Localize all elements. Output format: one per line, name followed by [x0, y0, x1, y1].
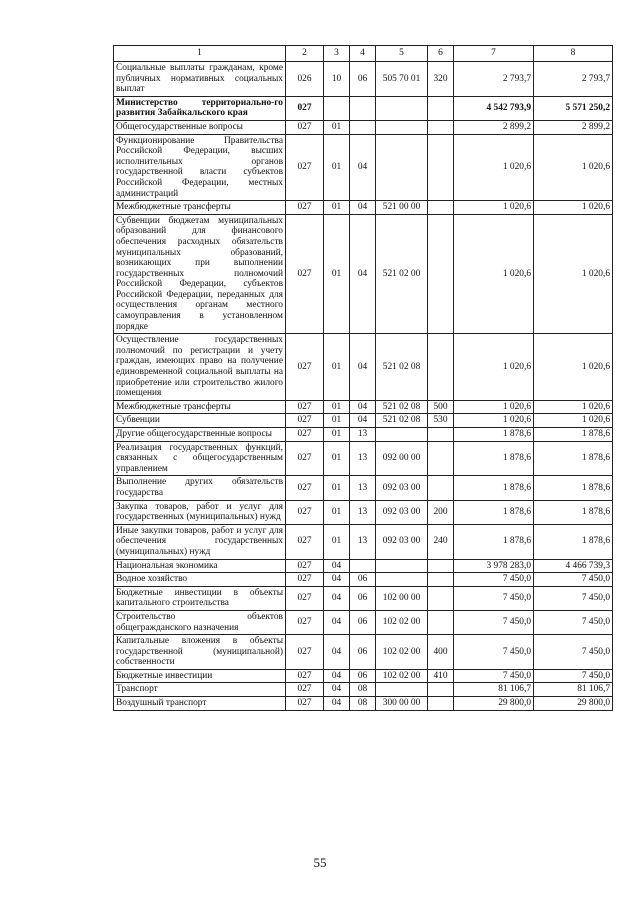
row-name-cell: Бюджетные инвестиции: [114, 669, 286, 683]
row-section-cell: 04: [324, 697, 350, 711]
row-name-cell: Иные закупки товаров, работ и услуг для обеспечения государственных (муниципальных) нужд: [114, 524, 286, 559]
row-subsection-cell: 04: [350, 400, 376, 414]
row-amount-2-cell: 1 878,6: [534, 428, 613, 442]
row-name-cell: Межбюджетные трансферты: [114, 201, 286, 215]
row-name-cell: Капитальные вложения в объекты государственной (муниципальной) собственности: [114, 635, 286, 670]
row-gl-cell: 027: [286, 400, 324, 414]
row-subsection-cell: [350, 559, 376, 573]
page-number: 55: [313, 855, 327, 870]
row-amount-2-cell: 1 020,6: [534, 334, 613, 401]
row-article-cell: 521 02 08: [376, 334, 428, 401]
table-row: [114, 334, 613, 401]
row-amount-1-cell: 1 020,6: [454, 334, 534, 401]
table-row: [114, 62, 613, 97]
row-expense-type-cell: [428, 334, 454, 401]
row-amount-1-cell: 1 020,6: [454, 134, 534, 201]
row-amount-1-cell: 81 106,7: [454, 683, 534, 697]
table-row: [114, 441, 613, 476]
row-section-cell: 01: [324, 414, 350, 428]
row-gl-cell: 027: [286, 610, 324, 634]
row-gl-cell: 027: [286, 559, 324, 573]
row-amount-1-cell: 1 878,6: [454, 476, 534, 500]
col-header-4: 4: [350, 46, 376, 62]
row-amount-1-cell: 1 020,6: [454, 201, 534, 215]
row-amount-1-cell: 3 978 283,0: [454, 559, 534, 573]
row-amount-2-cell: 7 450,0: [534, 669, 613, 683]
row-section-cell: 01: [324, 201, 350, 215]
row-expense-type-cell: [428, 201, 454, 215]
row-subsection-cell: 13: [350, 441, 376, 476]
row-section-cell: 01: [324, 400, 350, 414]
row-section-cell: 01: [324, 120, 350, 134]
row-section-cell: 01: [324, 334, 350, 401]
row-gl-cell: 027: [286, 414, 324, 428]
row-name-cell: Закупка товаров, работ и услуг для государственных (муниципальных) нужд: [114, 500, 286, 524]
row-gl-cell: 027: [286, 428, 324, 442]
row-gl-cell: 027: [286, 697, 324, 711]
row-subsection-cell: 13: [350, 524, 376, 559]
row-expense-type-cell: [428, 428, 454, 442]
table-row: [114, 120, 613, 134]
row-section-cell: 01: [324, 524, 350, 559]
col-header-8: 8: [534, 46, 613, 62]
table-row: [114, 586, 613, 610]
row-expense-type-cell: [428, 586, 454, 610]
row-amount-1-cell: 2 899,2: [454, 120, 534, 134]
row-amount-2-cell: 1 020,6: [534, 201, 613, 215]
row-article-cell: 300 00 00: [376, 697, 428, 711]
row-subsection-cell: 04: [350, 414, 376, 428]
row-subsection-cell: 08: [350, 683, 376, 697]
row-gl-cell: 027: [286, 683, 324, 697]
row-article-cell: 521 02 00: [376, 214, 428, 334]
row-amount-2-cell: 7 450,0: [534, 635, 613, 670]
row-subsection-cell: 13: [350, 428, 376, 442]
row-section-cell: 01: [324, 476, 350, 500]
row-name-cell: Другие общегосударственные вопросы: [114, 428, 286, 442]
row-subsection-cell: [350, 120, 376, 134]
table-row: [114, 500, 613, 524]
table-row: [114, 96, 613, 120]
row-subsection-cell: 06: [350, 610, 376, 634]
table-row: [114, 524, 613, 559]
row-subsection-cell: 04: [350, 134, 376, 201]
row-amount-1-cell: 1 020,6: [454, 414, 534, 428]
row-name-cell: Общегосударственные вопросы: [114, 120, 286, 134]
row-section-cell: 01: [324, 134, 350, 201]
row-gl-cell: 027: [286, 201, 324, 215]
row-amount-1-cell: 1 878,6: [454, 524, 534, 559]
row-name-cell: Строительство объектов общегражданского назначения: [114, 610, 286, 634]
row-gl-cell: 027: [286, 573, 324, 587]
row-gl-cell: 027: [286, 134, 324, 201]
row-article-cell: 505 70 01: [376, 62, 428, 97]
row-name-cell: Субвенции: [114, 414, 286, 428]
row-section-cell: 04: [324, 669, 350, 683]
row-amount-2-cell: 4 466 739,3: [534, 559, 613, 573]
row-gl-cell: 027: [286, 476, 324, 500]
row-article-cell: 521 00 00: [376, 201, 428, 215]
row-gl-cell: 027: [286, 586, 324, 610]
table-row: [114, 635, 613, 670]
row-article-cell: [376, 134, 428, 201]
row-name-cell: Осуществление государственных полномочий по регистрации и учету граждан, имеющих право на получение единовременной социальной выплаты на приобретение или строительство жилого помещения: [114, 334, 286, 401]
row-name-cell: Функционирование Правительства Российской Федерации, высших исполнительных органов государственной власти субъектов Российской Федерации, местных администраций: [114, 134, 286, 201]
row-expense-type-cell: [428, 573, 454, 587]
table-row: [114, 134, 613, 201]
row-name-cell: Водное хозяйство: [114, 573, 286, 587]
row-subsection-cell: 06: [350, 62, 376, 97]
row-subsection-cell: 06: [350, 586, 376, 610]
row-amount-1-cell: 29 800,0: [454, 697, 534, 711]
row-article-cell: [376, 96, 428, 120]
row-article-cell: 102 02 00: [376, 610, 428, 634]
row-name-cell: Министерство территориально-го развития Забайкальского края: [114, 96, 286, 120]
row-article-cell: [376, 428, 428, 442]
row-expense-type-cell: [428, 120, 454, 134]
row-name-cell: Межбюджетные трансферты: [114, 400, 286, 414]
row-amount-2-cell: 1 878,6: [534, 500, 613, 524]
row-subsection-cell: 04: [350, 334, 376, 401]
row-gl-cell: 027: [286, 214, 324, 334]
row-gl-cell: 026: [286, 62, 324, 97]
table-row: [114, 669, 613, 683]
row-article-cell: 092 03 00: [376, 500, 428, 524]
row-expense-type-cell: [428, 134, 454, 201]
row-expense-type-cell: 200: [428, 500, 454, 524]
row-section-cell: 01: [324, 441, 350, 476]
row-amount-1-cell: 4 542 793,9: [454, 96, 534, 120]
row-amount-2-cell: 2 899,2: [534, 120, 613, 134]
row-subsection-cell: 06: [350, 573, 376, 587]
budget-table-body: [114, 46, 613, 711]
row-amount-1-cell: 1 020,6: [454, 214, 534, 334]
col-header-7: 7: [454, 46, 534, 62]
col-header-5: 5: [376, 46, 428, 62]
row-amount-2-cell: 29 800,0: [534, 697, 613, 711]
row-expense-type-cell: [428, 476, 454, 500]
row-amount-1-cell: 1 020,6: [454, 400, 534, 414]
row-name-cell: Воздушный транспорт: [114, 697, 286, 711]
table-row: [114, 559, 613, 573]
row-section-cell: 04: [324, 610, 350, 634]
row-gl-cell: 027: [286, 524, 324, 559]
row-section-cell: 04: [324, 683, 350, 697]
row-amount-1-cell: 7 450,0: [454, 669, 534, 683]
row-name-cell: Субвенции бюджетам муниципальных образований для финансового обеспечения расходных обязательств муниципальных образований, возникающих при выполнении государственных полномочий Российской Федерации, субъектов Российской Федерации, переданных для осуществления органам местного самоуправления в установленном порядке: [114, 214, 286, 334]
row-amount-2-cell: 7 450,0: [534, 586, 613, 610]
row-gl-cell: 027: [286, 334, 324, 401]
table-row: [114, 214, 613, 334]
row-amount-2-cell: 1 878,6: [534, 524, 613, 559]
row-expense-type-cell: 240: [428, 524, 454, 559]
row-amount-2-cell: 1 878,6: [534, 476, 613, 500]
row-section-cell: 04: [324, 559, 350, 573]
row-subsection-cell: 04: [350, 201, 376, 215]
col-header-1: 1: [114, 46, 286, 62]
row-name-cell: Реализация государственных функций, связанных с общегосударственным управлением: [114, 441, 286, 476]
table-row: [114, 697, 613, 711]
row-expense-type-cell: [428, 559, 454, 573]
row-amount-1-cell: 1 878,6: [454, 500, 534, 524]
row-gl-cell: 027: [286, 96, 324, 120]
row-gl-cell: 027: [286, 669, 324, 683]
table-row: [114, 610, 613, 634]
row-subsection-cell: 13: [350, 500, 376, 524]
row-article-cell: 092 00 00: [376, 441, 428, 476]
row-section-cell: 10: [324, 62, 350, 97]
table-row: [114, 400, 613, 414]
row-amount-2-cell: 7 450,0: [534, 610, 613, 634]
row-section-cell: 04: [324, 586, 350, 610]
row-expense-type-cell: [428, 441, 454, 476]
row-amount-2-cell: 1 878,6: [534, 441, 613, 476]
row-subsection-cell: 06: [350, 669, 376, 683]
row-amount-2-cell: 81 106,7: [534, 683, 613, 697]
table-row: [114, 428, 613, 442]
col-header-6: 6: [428, 46, 454, 62]
row-name-cell: Выполнение других обязательств государства: [114, 476, 286, 500]
row-article-cell: 092 03 00: [376, 524, 428, 559]
row-expense-type-cell: 530: [428, 414, 454, 428]
row-amount-2-cell: 5 571 250,2: [534, 96, 613, 120]
column-number-row: [114, 46, 613, 62]
row-gl-cell: 027: [286, 635, 324, 670]
col-header-3: 3: [324, 46, 350, 62]
row-section-cell: 04: [324, 573, 350, 587]
row-subsection-cell: [350, 96, 376, 120]
row-name-cell: Бюджетные инвестиции в объекты капитального строительства: [114, 586, 286, 610]
row-name-cell: Социальные выплаты гражданам, кроме публичных нормативных социальных выплат: [114, 62, 286, 97]
row-article-cell: 092 03 00: [376, 476, 428, 500]
row-amount-1-cell: 2 793,7: [454, 62, 534, 97]
row-name-cell: Транспорт: [114, 683, 286, 697]
table-row: [114, 573, 613, 587]
row-gl-cell: 027: [286, 441, 324, 476]
row-gl-cell: 027: [286, 500, 324, 524]
row-subsection-cell: 08: [350, 697, 376, 711]
table-row: [114, 201, 613, 215]
row-expense-type-cell: 500: [428, 400, 454, 414]
row-subsection-cell: 06: [350, 635, 376, 670]
row-expense-type-cell: [428, 697, 454, 711]
row-amount-2-cell: 1 020,6: [534, 214, 613, 334]
row-article-cell: 521 02 08: [376, 400, 428, 414]
row-amount-2-cell: 1 020,6: [534, 400, 613, 414]
row-article-cell: [376, 683, 428, 697]
row-amount-1-cell: 1 878,6: [454, 428, 534, 442]
row-amount-1-cell: 7 450,0: [454, 610, 534, 634]
row-article-cell: [376, 573, 428, 587]
row-amount-1-cell: 7 450,0: [454, 573, 534, 587]
row-expense-type-cell: 410: [428, 669, 454, 683]
row-gl-cell: 027: [286, 120, 324, 134]
row-expense-type-cell: [428, 96, 454, 120]
row-section-cell: 01: [324, 428, 350, 442]
budget-table: [113, 45, 613, 711]
row-amount-2-cell: 1 020,6: [534, 414, 613, 428]
row-section-cell: 01: [324, 214, 350, 334]
row-article-cell: [376, 559, 428, 573]
row-expense-type-cell: [428, 214, 454, 334]
row-article-cell: 102 00 00: [376, 586, 428, 610]
row-expense-type-cell: 400: [428, 635, 454, 670]
row-section-cell: [324, 96, 350, 120]
row-amount-1-cell: 1 878,6: [454, 441, 534, 476]
row-subsection-cell: 13: [350, 476, 376, 500]
row-amount-2-cell: 2 793,7: [534, 62, 613, 97]
row-expense-type-cell: [428, 610, 454, 634]
table-row: [114, 476, 613, 500]
row-section-cell: 01: [324, 500, 350, 524]
row-section-cell: 04: [324, 635, 350, 670]
row-article-cell: [376, 120, 428, 134]
row-article-cell: 102 02 00: [376, 669, 428, 683]
row-amount-2-cell: 1 020,6: [534, 134, 613, 201]
row-amount-1-cell: 7 450,0: [454, 635, 534, 670]
row-expense-type-cell: [428, 683, 454, 697]
row-article-cell: 102 02 00: [376, 635, 428, 670]
table-row: [114, 414, 613, 428]
row-subsection-cell: 04: [350, 214, 376, 334]
row-expense-type-cell: 320: [428, 62, 454, 97]
table-row: [114, 683, 613, 697]
col-header-2: 2: [286, 46, 324, 62]
row-article-cell: 521 02 08: [376, 414, 428, 428]
row-amount-2-cell: 7 450,0: [534, 573, 613, 587]
row-amount-1-cell: 7 450,0: [454, 586, 534, 610]
row-name-cell: Национальная экономика: [114, 559, 286, 573]
